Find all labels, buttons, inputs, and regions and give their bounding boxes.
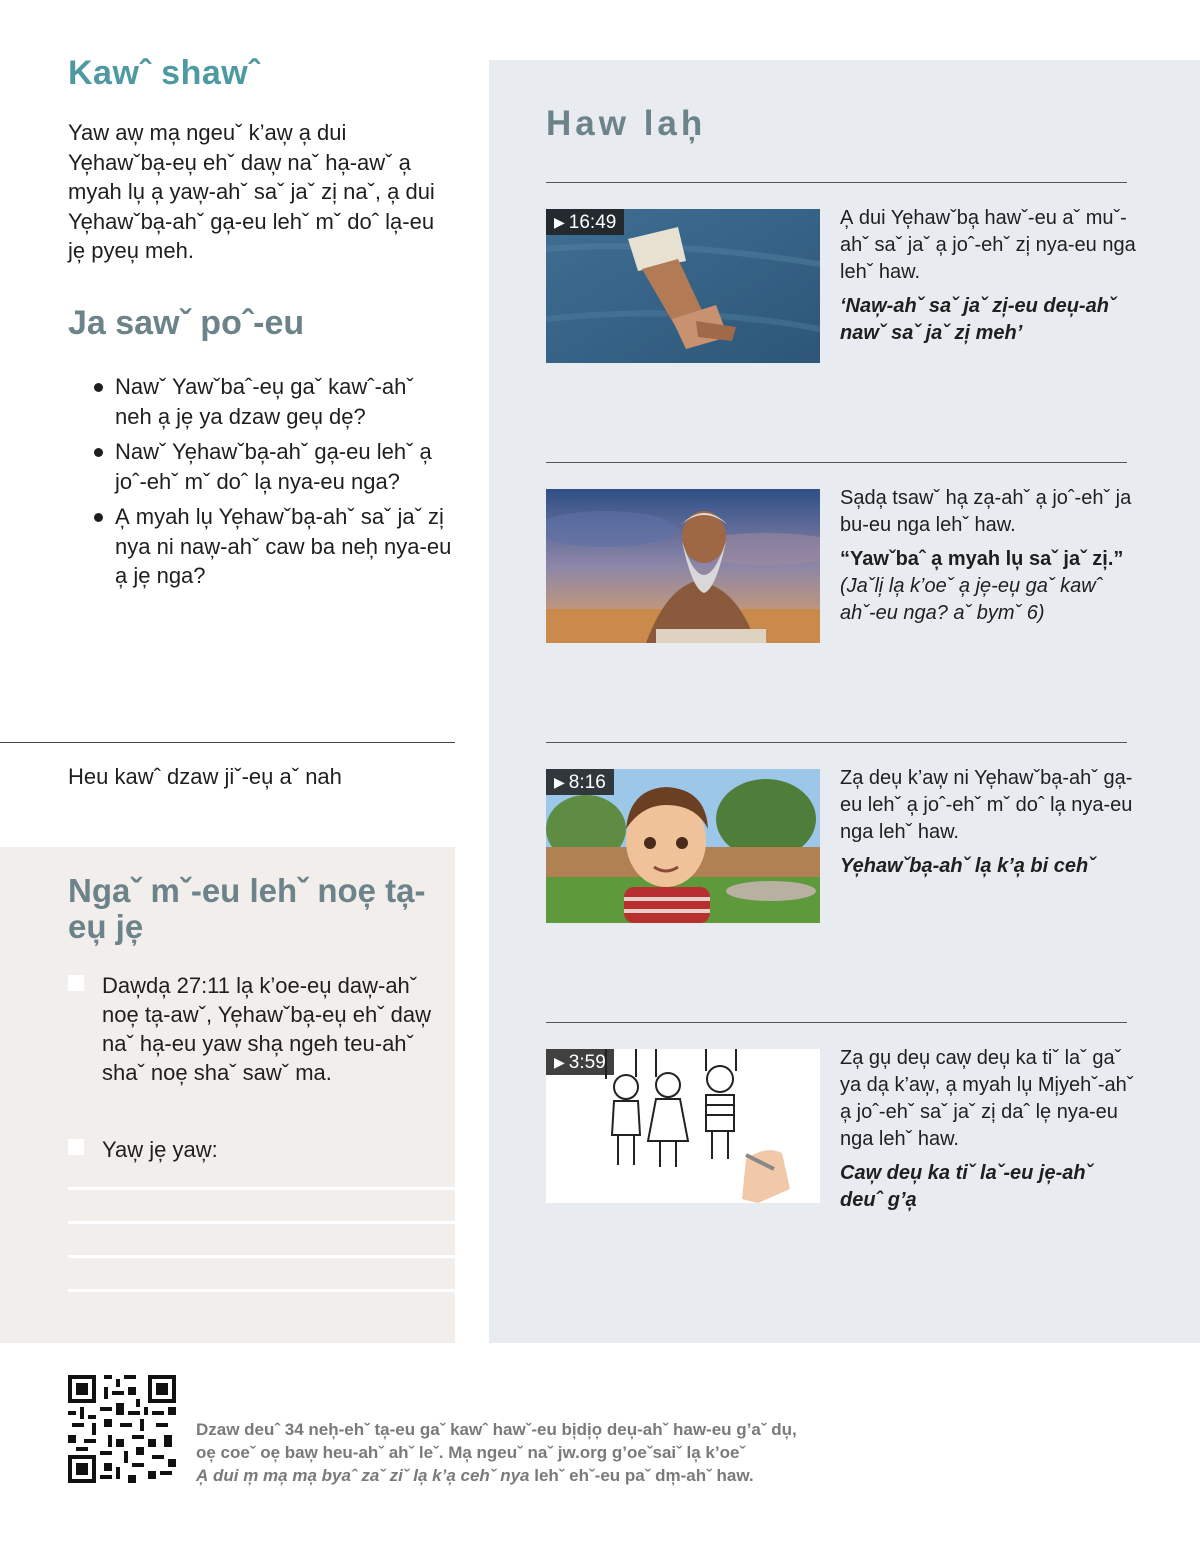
video-title-link[interactable]: ‘Naw̦-ahˇ saˇ jaˇ zi̦-eu deu̦-ahˇ nawˇ saˇ jaˇ zi̦ meh’ (840, 295, 1116, 344)
goal-text: Daw̦da̦ 27:11 la̦ k’oe-eu̦ daw̦-ahˇ noe̦ ta̦-awˇ, Ye̦hawˇba̦-eu̦ ehˇ daw̦ naˇ ha̦-eu yaw sha̦ ngeh teu-ahˇ shaˇ noe̦ shaˇ sawˇ ma. (102, 973, 431, 1085)
goals-heading: Ngaˇ mˇ-eu lehˇ noe̦ ta̦-eu̦ je̦ (68, 872, 426, 945)
section-divider (546, 1022, 1127, 1023)
goal-item (68, 1135, 438, 1164)
footer-line (196, 1464, 896, 1487)
summary-heading: Kawˆ shawˆ (68, 54, 261, 92)
video-thumbnail-boy[interactable] (546, 769, 820, 923)
section-divider (546, 742, 1127, 743)
writing-line[interactable] (68, 1221, 455, 1224)
review-question: A̦ myah lu̦ Ye̦hawˇba̦-ahˇ saˇ jaˇ zi̦ nya ni naw̦-ahˇ caw ba neh̦ nya-eu a̦ je̦ nga? (92, 502, 452, 591)
video-thumbnail-sketch[interactable] (546, 1049, 820, 1203)
video-description: Za̦ gu̦ deu̦ caw̦ deu̦ ka tiˇ laˇ gaˇ ya da̦ k’aw̦, a̦ myah lu̦ Mi̦yehˇ-ahˇ a̦ joˆ-ehˇ saˇ jaˇ zi̦ daˆ le̦ nya-eu nga lehˇ haw. (840, 1047, 1134, 1150)
footer-text (196, 1418, 896, 1487)
notes-divider (0, 742, 455, 743)
review-question: Nawˇ Yawˇbaˆ-eu̦ gaˇ kawˆ-ahˇ neh a̦ je̦ ya dzaw geu̦ de̦? (92, 372, 452, 431)
explore-panel (489, 60, 1200, 1343)
video-thumbnail-hands[interactable] (546, 209, 820, 363)
review-heading: Ja sawˇ poˆ-eu (68, 304, 305, 342)
notes-prompt: Heu kawˆ dzaw jiˇ-eu̦ aˇ nah (68, 764, 342, 789)
video-text (840, 485, 1140, 627)
section-divider (546, 182, 1127, 183)
video-thumbnail-job[interactable] (546, 489, 820, 643)
review-question: Nawˇ Ye̦hawˇba̦-ahˇ ga̦-eu lehˇ a̦ joˆ-ehˇ mˇ doˆ la̦ nya-eu nga? (92, 437, 452, 496)
goal-text: Yaw̦ je̦ yaw̦: (102, 1137, 218, 1162)
video-title-link[interactable]: Caw̦ deu̦ ka tiˇ laˇ-eu je̦-ahˇ deuˆ g’a̦ (840, 1162, 1093, 1211)
qr-code-icon[interactable] (68, 1375, 176, 1483)
article-title-link[interactable]: “Yawˇbaˆ a̦ myah lu̦ saˇ jaˇ zi̦.” (840, 548, 1124, 570)
goals-panel (0, 847, 455, 1343)
video-text (840, 205, 1140, 347)
video-description: A̦ dui Ye̦hawˇba̦ hawˇ-eu aˇ muˇ-ahˇ saˇ jaˇ a̦ joˆ-ehˇ zi̦ nya-eu nga lehˇ haw. (840, 207, 1136, 283)
footer-line-rest: lehˇ ehˇ-eu paˇ dm̦-ahˇ haw. (529, 1466, 754, 1485)
footer-italic-title: A̦ dui m̦ ma̦ ma̦ byaˆ zaˇ ziˇ la̦ k’a̦ cehˇ nya (196, 1466, 530, 1485)
video-duration-badge: ▶ 16:49 (546, 209, 624, 235)
summary-text: Yaw aw̦ ma̦ ngeuˇ k’aw̦ a̦ dui Ye̦hawˇba̦-eu̦ ehˇ daw̦ naˇ ha̦-awˇ a̦ myah lu̦ a̦ yaw̦-ahˇ saˇ jaˇ zi̦ naˇ, a̦ dui Ye̦hawˇba̦-ahˇ ga̦-eu lehˇ mˇ doˆ la̦-eu je̦ pyeu̦ meh. (68, 120, 435, 263)
video-description: Sa̦da̦ tsawˇ ha̦ za̦-ahˇ a̦ joˆ-ehˇ ja bu-eu nga lehˇ haw. (840, 487, 1132, 536)
video-duration-badge: ▶ 8:16 (546, 769, 614, 795)
goal-checkbox[interactable] (68, 975, 84, 991)
play-icon: ▶ (554, 774, 565, 790)
explore-heading: Haw lah̦ (546, 104, 707, 143)
goal-item (68, 971, 438, 1087)
video-description: Za̦ deu̦ k’aw̦ ni Ye̦hawˇba̦-ahˇ ga̦-eu lehˇ a̦ joˆ-ehˇ mˇ doˆ la̦ nya-eu nga lehˇ haw. (840, 767, 1133, 843)
play-icon: ▶ (554, 214, 565, 230)
writing-line[interactable] (68, 1289, 455, 1292)
footer-line: Dzaw deuˆ 34 neh̦-ehˇ ta̦-eu gaˇ kawˆ hawˇ-eu bi̦di̦o̦ deu̦-ahˇ haw-eu g’aˇ du̦, (196, 1420, 797, 1439)
video-text (840, 765, 1140, 880)
video-title-link[interactable]: Ye̦hawˇba̦-ahˇ la̦ k’a̦ bi cehˇ (840, 855, 1095, 877)
footer-line: oe̦ coeˇ oe̦ baw̦ heu-ahˇ ahˇ leˇ. Ma̦ ngeuˇ naˇ jw.org g’oeˇsaiˇ la̦ k’oeˇ (196, 1443, 746, 1462)
review-questions-list (92, 372, 452, 597)
video-text (840, 1045, 1140, 1214)
goal-checkbox[interactable] (68, 1139, 84, 1155)
old-man-illustration (546, 489, 820, 643)
article-source-note: (Jaˇli̦ la̦ k’oeˇ a̦ je̦-eu̦ gaˇ kawˆ ahˇ-eu nga? aˇ bymˇ 6) (840, 575, 1103, 624)
video-duration-badge: ▶ 3:59 (546, 1049, 614, 1075)
writing-line[interactable] (68, 1187, 455, 1190)
play-icon: ▶ (554, 1054, 565, 1070)
section-divider (546, 462, 1127, 463)
writing-line[interactable] (68, 1255, 455, 1258)
